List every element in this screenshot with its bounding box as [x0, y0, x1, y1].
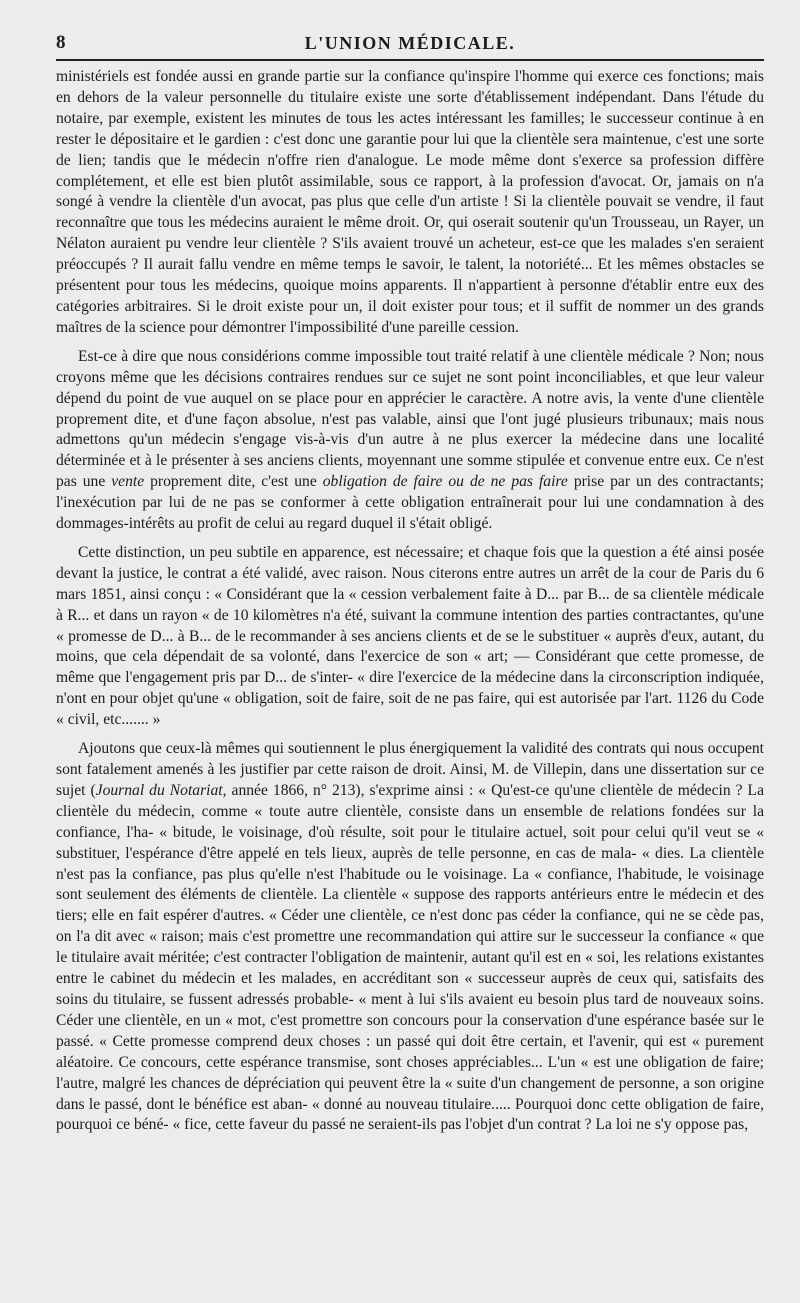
paragraph-2 — [56, 347, 764, 535]
paragraph-2-text-a: Est-ce à dire que nous considérions comme impossible tout traité relatif à une clientèle médicale ? Non; nous croyons même que les décisions contraires rendues sur ce sujet ne sont point inconciliables, et que leur valeur dépend du point de vue auquel on se place pour en apprécier le caractère. A notre avis, la vente d'une clientèle proprement dite, et d'une façon absolue, n'est pas valable, ainsi que l'ont jugé plusieurs tribunaux; mais nous admettons qu'un médecin s'engage vis-à-vis d'un autre à ne plus exercer la médecine dans une localité déterminée et à le présenter à ses anciens clients, moyennant une somme stipulée et convenue entre eux. Ce n'est pas une — [56, 347, 764, 491]
italic-obligation: obligation de faire ou de ne pas faire — [322, 473, 568, 491]
article-body — [56, 67, 764, 1136]
italic-journal-title: Journal du Notariat — [95, 781, 223, 799]
paragraph-4-text-b: , année 1866, n° 213), s'exprime ainsi : « Qu'est-ce qu'une clientèle de médecin ? La clientèle du médecin, comme « toute autre clientèle, consiste dans un ensemble de relations fondées sur la confiance, l'ha- « bitude, le voisinage, d'où résulte, soit pour le titulaire actuel, soit pour celui qu'il veut se « substituer, l'espérance d'être appelé en tels lieux, auprès de telle personne, en cas de mala- « dies. La clientèle n'est pas la confiance, pas plus qu'elle n'est l'habitude ou le voisinage. La « confiance, l'habitude, le voisinage sont seulement des éléments de clientèle. La clientèle « suppose des rapports antérieurs entre le médecin et des tiers; elle en fait espérer d'autres. « Céder une clientèle, ce n'est donc pas céder la confiance, qui ne se cède pas, on l'a dit avec « raison; mais c'est promettre une recommandation qui attire sur le successeur la confiance « que le titulaire avait méritée; c'est contracter l'obligation de maintenir, autant qu'il est en « soi, les relations existantes entre le cabinet du médecin et les malades, en accréditant son « successeur auprès de ceux qui, satisfaits des soins du titulaire, se fussent adressés probable- « ment à lui s'ils avaient eu besoin plus tard de nouveaux soins. Céder une clientèle, en un « mot, c'est promettre son concours pour la conservation d'une espérance basée sur le passé. « Cette promesse comprend deux choses : un passé qui doit être certain, et l'avenir, qui est « purement aléatoire. Ce concours, cette espérance transmise, sont choses appréciables... L'un « est une obligation de faire; l'autre, malgré les chances de dépréciation qui peuvent être la « suite d'un changement de personne, a son origine dans le passé, dont le bénéfice est aban- « donné au nouveau titulaire..... Pourquoi donc cette obligation de faire, pourquoi ce béné- « fice, cette faveur du passé ne seraient-ils pas l'objet d'un contrat ? La loi ne s'y oppose pas, — [56, 781, 764, 1134]
paragraph-1: ministériels est fondée aussi en grande partie sur la confiance qu'inspire l'homme qui exerce ces fonctions; mais en dehors de la valeur personnelle du titulaire existe une sorte d'établissement indépendant. Dans l'étude du notaire, par exemple, existent les minutes de tous les actes intéressant les familles; le successeur continue à en rester le dépositaire et le gardien : c'est donc une garantie pour lui que la clientèle sera maintenue, c'est une sorte de lien; tandis que le médecin n'offre rien d'analogue. Le mode même dont s'exerce sa profession diffère complétement, et elle est bien plutôt assimilable, sous ce rapport, à la profession d'avocat. Or, jamais on n'a songé à vendre la clientèle d'un avocat, pas plus que celle d'un artiste ! Si la clientèle pouvait se vendre, il faut reconnaître que tous les médecins auraient le même droit. Or, qui oserait soutenir qu'un Trousseau, un Rayer, un Nélaton auraient pu vendre leur clientèle ? S'ils avaient trouvé un acheteur, est-ce que les malades s'en seraient préoccupés ? Il aurait fallu vendre en même temps le savoir, le talent, la notoriété... Et les mêmes obstacles se présentent pour tous les médecins, quoique moins apparents. Il n'appartient à personne d'établir entre eux des catégories arbitraires. Si le droit existe pour un, il doit exister pour tous; et il suffit de nommer un des grands maîtres de la science pour démontrer l'impossibilité d'une pareille cession. — [56, 68, 764, 336]
paragraph-4 — [56, 739, 764, 1136]
page-number: 8 — [56, 32, 66, 53]
paragraph-3: Cette distinction, un peu subtile en apparence, est nécessaire; et chaque fois que la question a été ainsi posée devant la justice, le contrat a été validé, avec raison. Nous citerons entre autres un arrêt de la cour de Paris du 6 mars 1851, ainsi conçu : « Considérant que la « cession verbalement faite à D... par B... de sa clientèle médicale à R... et dans un rayon « de 10 kilomètres n'a été, suivant la commune intention des parties contractantes, qu'une « promesse de D... à B... de le recommander à ses anciens clients et de se le substituer « auprès d'eux, autant, du moins, que cela dépendait de sa volonté, dans l'exercice de son « art; — Considérant que cette promesse, de même que l'engagement pris par D... de s'inter- « dire l'exercice de la médecine dans la circonscription indiquée, n'ont en pour objet qu'une « obligation, soit de faire, soit de ne pas faire, qui est autorisée par l'art. 1126 du Code « civil, etc....... » — [56, 543, 764, 729]
page-header — [56, 26, 764, 54]
paragraph-2-text-b: proprement dite, c'est une — [144, 473, 323, 491]
running-title: L'UNION MÉDICALE. — [304, 33, 516, 53]
paragraph-4-text-a: Ajoutons que ceux-là mêmes qui soutiennent le plus énergiquement la validité des contrats qui nous occupent sont fatalement amenés à les justifier par cette raison de droit. Ainsi, M. de Villepin, dans une dissertation sur ce sujet ( — [56, 740, 764, 799]
paragraph-2-text-c: prise par un des contractants; l'inexécution par lui de ne pas se conformer à cette obligation entraînerait pour lui une condamnation à des dommages-intérêts au profit de celui au regard duquel il s'était obligé. — [56, 473, 764, 533]
header-rule — [56, 59, 764, 61]
italic-vente: vente — [111, 473, 145, 491]
